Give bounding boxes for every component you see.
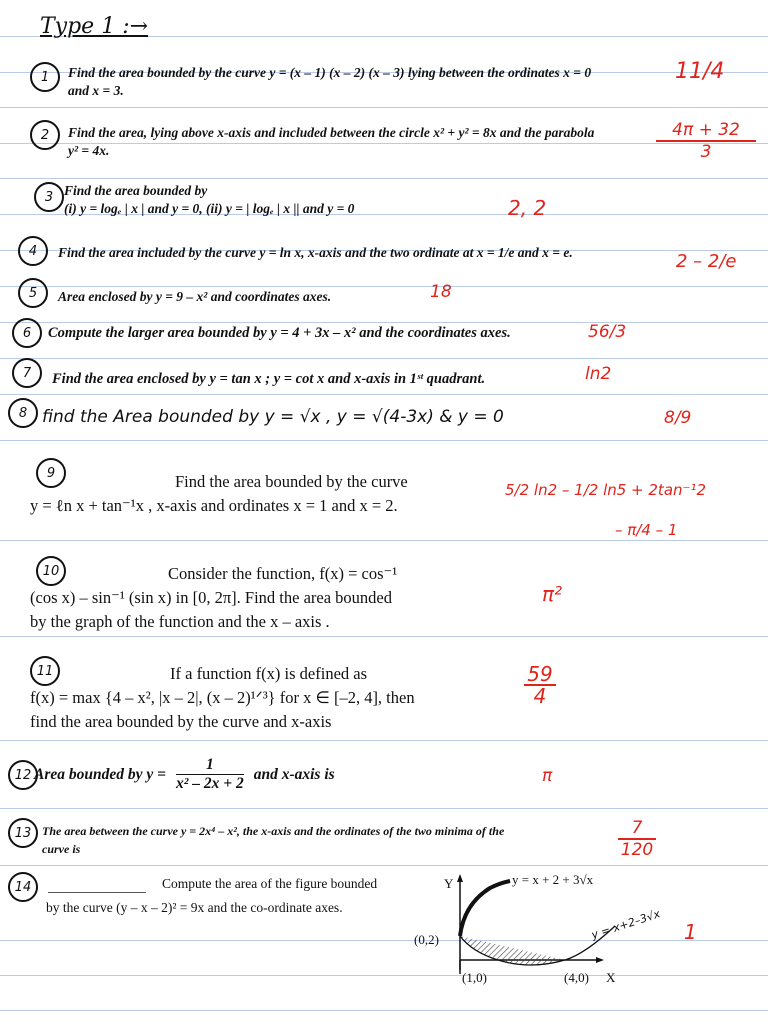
ruled-line (0, 740, 768, 741)
x-axis-arrow (596, 957, 604, 963)
question-text: Find the area, lying above x-axis and included between the circle x² + y² = 8x and the parabola y² = 4x. (68, 125, 595, 158)
question-text: Compute the area of the figure bounded by the curve (y – x – 2)² = 9x and the co-ordinate axes. (46, 876, 378, 915)
answer: 59 4 (524, 664, 556, 706)
page-title: Type 1 :→ (40, 14, 149, 39)
area-figure (414, 866, 670, 996)
ruled-line (0, 540, 768, 541)
point-label: (1,0) (462, 970, 487, 985)
ruled-line (0, 636, 768, 637)
answer: 4π + 32 3 (656, 120, 756, 162)
lower-curve-label: y = x+2–3√x (589, 907, 662, 942)
question-text: Find the area bounded by the curve y = ℓn x + tan⁻¹x , x-axis and ordinates x = 1 and x = 2. (30, 472, 408, 515)
question-number: 1 (30, 62, 60, 92)
question-number: 11 (30, 656, 60, 686)
question-number: 5 (18, 278, 48, 308)
question-text: Compute the larger area bounded by y = 4 + 3x – x² and the coordinates axes. (48, 325, 511, 341)
y-axis-arrow (457, 874, 463, 882)
answer: 56/3 (588, 322, 627, 342)
question-text: find the Area bounded by y = √x , y = √(4-3x) & y = 0 (42, 407, 504, 427)
ruled-line (0, 808, 768, 809)
answer: 11/4 (675, 59, 725, 84)
y-axis-label: Y (444, 876, 454, 891)
upper-curve-label: y = x + 2 + 3√x (512, 872, 594, 887)
question-number: 9 (36, 458, 66, 488)
ruled-line (0, 286, 768, 287)
question-number: 4 (18, 236, 48, 266)
question-number: 2 (30, 120, 60, 150)
question-text: Consider the function, f(x) = cos⁻¹ (cos x) – sin⁻¹ (sin x) in [0, 2π]. Find the area bounded by the graph of the function and the x – axis . (30, 564, 398, 631)
question-text: Area bounded by y = $\frac{1}{\text{x² – 2x + 2}}$ and x-axis is (34, 756, 335, 792)
ruled-line (0, 1010, 768, 1011)
answer: 18 (430, 282, 452, 302)
upper-curve (460, 881, 510, 936)
answer: 2 – 2/e (676, 251, 737, 272)
answer: – π/4 – 1 (615, 521, 678, 539)
ruled-line (0, 358, 768, 359)
question-number: 7 (12, 358, 42, 388)
question-number: 12 (8, 760, 38, 790)
answer: 1 (684, 920, 697, 944)
ruled-line (0, 440, 768, 441)
question-text: Find the area enclosed by y = tan x ; y = cot x and x-axis in 1ˢᵗ quadrant. (52, 371, 486, 387)
answer: 5/2 ln2 – 1/2 ln5 + 2tan⁻¹2 (505, 481, 706, 499)
question-text: The area between the curve y = 2x⁴ – x², the x-axis and the ordinates of the two minima of the curve is (42, 824, 505, 856)
question-text: Find the area included by the curve y = ln x, x-axis and the two ordinate at x = 1/e and x = e. (58, 245, 573, 260)
point-label: (0,2) (414, 932, 439, 947)
answer: π² (542, 582, 563, 606)
answer: π (542, 766, 553, 786)
answer: 7 120 (618, 818, 656, 860)
question-number: 6 (12, 318, 42, 348)
question-text: Find the area bounded by the curve y = (x – 1) (x – 2) (x – 3) lying between the ordinates x = 0 and x = 3. (68, 65, 592, 98)
ruled-line (0, 322, 768, 323)
point-label: (4,0) (564, 970, 589, 985)
question-text: If a function f(x) is defined as f(x) = max {4 – x², |x – 2|, (x – 2)¹ᐟ³} for x ∈ [–2, 4], then find the area bounded by the curve and x-axis (30, 664, 415, 731)
answer: 2, 2 (508, 196, 547, 220)
question-number: 13 (8, 818, 38, 848)
question-number: 8 (8, 398, 38, 428)
question-number: 10 (36, 556, 66, 586)
x-axis-label: X (606, 970, 616, 985)
question-number: 3 (34, 182, 64, 212)
ruled-line (0, 178, 768, 179)
ruled-line (0, 107, 768, 108)
question-text: Area enclosed by y = 9 – x² and coordinates axes. (58, 289, 332, 304)
answer: 8/9 (664, 408, 692, 428)
question-number: 14 (8, 872, 38, 902)
question-text: Find the area bounded by (i) y = logₑ | x | and y = 0, (ii) y = | logₑ | x || and y = 0 (64, 183, 355, 216)
ruled-line (0, 394, 768, 395)
answer: ln2 (585, 364, 612, 384)
